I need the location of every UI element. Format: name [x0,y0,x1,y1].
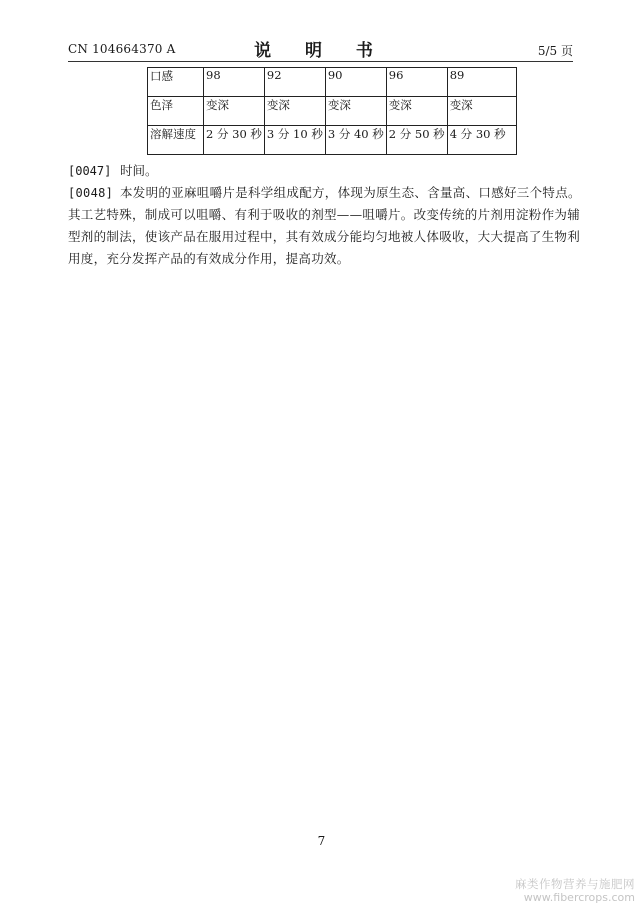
table-cell: 变深 [386,97,447,126]
table-cell: 变深 [447,97,516,126]
row-label: 口感 [148,68,204,97]
paragraph-number: [0047] [68,164,112,178]
site-watermark [515,878,635,904]
table-row-taste [148,68,517,97]
paragraph-0048 [68,182,581,270]
page-indicator: 5/5 页 [537,44,573,58]
table-row-color [148,97,517,126]
watermark-title: 麻类作物营养与施肥网 [515,877,635,891]
paragraph-text: 时间。 [120,163,158,178]
row-label: 色泽 [148,97,204,126]
table-cell: 90 [325,68,386,97]
document-title: 说 明 书 [254,41,387,61]
row-label: 溶解速度 [148,126,204,155]
paragraph-0047 [68,160,571,182]
paragraph-line: 其工艺特殊，制成可以咀嚼、有利于吸收的剂型——咀嚼片。改变传统的片剂用淀粉作为辅 [68,207,581,222]
paragraph-number: [0048] [68,186,114,200]
table-cell: 96 [386,68,447,97]
table-cell: 变深 [264,97,325,126]
paragraph-line: 型剂的制法，使该产品在服用过程中，其有效成分能均匀地被人体吸收，大大提高了生物利 [68,229,581,244]
table-cell: 3 分 40 秒 [325,126,386,155]
patent-number: CN 104664370 A [68,42,176,56]
table-cell: 2 分 50 秒 [386,126,447,155]
table-cell: 3 分 10 秒 [264,126,325,155]
results-table [147,67,517,155]
document-header [68,34,573,60]
table-cell: 变深 [325,97,386,126]
watermark-url: www.fibercrops.com [523,891,635,904]
table-cell: 变深 [204,97,265,126]
table-cell: 2 分 30 秒 [204,126,265,155]
paragraph-line [68,182,581,204]
table-cell: 4 分 30 秒 [447,126,516,155]
table-cell: 89 [447,68,516,97]
table-cell: 98 [204,68,265,97]
table-row-dissolution [148,126,517,155]
paragraph-text: 本发明的亚麻咀嚼片是科学组成配方，体现为原生态、含量高、口感好三个特点。 [120,185,581,200]
paragraph-line: 用度，充分发挥产品的有效成分作用，提高功效。 [68,251,350,266]
header-divider [68,61,573,62]
table-cell: 92 [264,68,325,97]
page-number: 7 [317,834,326,848]
